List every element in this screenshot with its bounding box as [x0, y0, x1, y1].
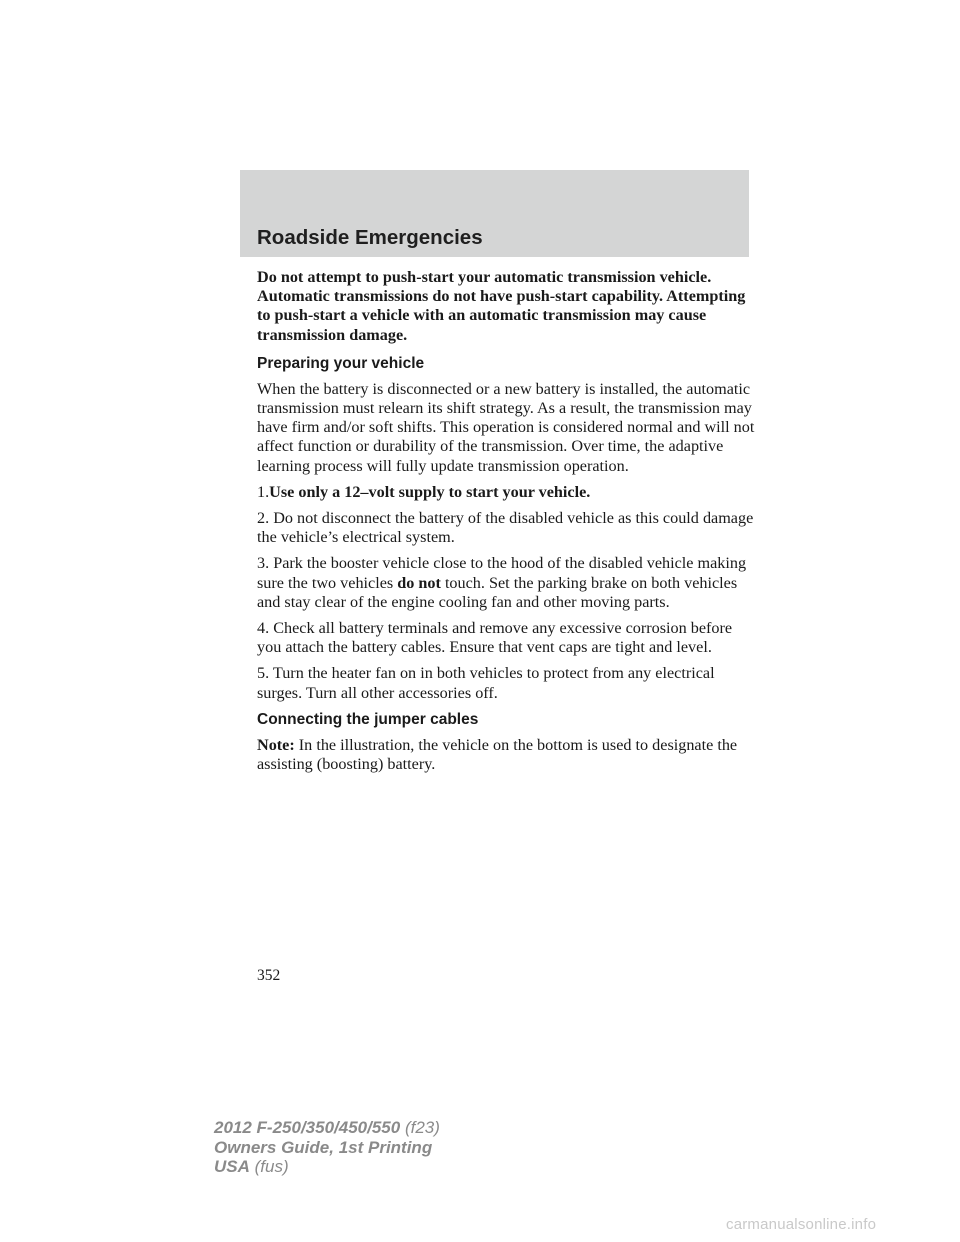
- footer-line-1: [214, 1118, 440, 1138]
- step-2: 2. Do not disconnect the battery of the disabled vehicle as this could damage the vehicle’s electrical system.: [257, 509, 754, 547]
- note-text: In the illustration, the vehicle on the bottom is used to designate the assisting (boosting) battery.: [257, 735, 738, 774]
- footer-line-2: Owners Guide, 1st Printing: [214, 1137, 433, 1157]
- document-footer: [214, 1118, 440, 1177]
- page-content: [257, 268, 757, 781]
- watermark-link[interactable]: carmanualsonline.info: [726, 1216, 877, 1233]
- connecting-note: [257, 736, 757, 774]
- step-5: 5. Turn the heater fan on in both vehicles to protect from any electrical surges. Turn all other accessories off.: [257, 664, 715, 702]
- step-4: 4. Check all battery terminals and remove any excessive corrosion before you attach the battery cables. Ensure that vent caps are tight and level.: [257, 619, 733, 657]
- step-3: [257, 554, 757, 612]
- section-title: Roadside Emergencies: [257, 226, 483, 249]
- step-3-text-b: touch. Set the parking brake on both vehicles and stay clear of the engine cooling fan and other moving parts.: [257, 573, 738, 611]
- footer-line-3: [214, 1157, 440, 1177]
- preparing-heading: Preparing your vehicle: [257, 354, 425, 372]
- footer-model-code: (f23): [400, 1118, 440, 1137]
- preparing-intro: When the battery is disconnected or a new battery is installed, the automatic transmission must relearn its shift strategy. As a result, the transmission may have firm and/or soft shifts. This operation is considered normal and will not affect function or durability of the transmission. Over time, the adaptive learning process will fully update transmission operation.: [257, 379, 755, 475]
- footer-market: USA: [214, 1157, 250, 1176]
- step-1-text: Use only a 12–volt supply to start your vehicle.: [269, 482, 591, 501]
- footer-model: 2012 F-250/350/450/550: [214, 1118, 401, 1137]
- connecting-heading: Connecting the jumper cables: [257, 710, 479, 728]
- step-1-number: 1.: [257, 482, 270, 501]
- step-1: [257, 483, 757, 502]
- step-3-emphasis: do not: [397, 573, 441, 592]
- footer-market-code: (fus): [249, 1157, 289, 1176]
- step-3-text-a: 3. Park the booster vehicle close to the hood of the disabled vehicle making sure the two vehicles: [257, 554, 747, 592]
- warning-text: Do not attempt to push-start your automatic transmission vehicle. Automatic transmissions do not have push-start capability. Attempting to push-start a vehicle with an automatic transmission may cause transmission damage.: [257, 268, 746, 344]
- note-label: Note:: [257, 735, 295, 754]
- page-number: 352: [257, 967, 281, 984]
